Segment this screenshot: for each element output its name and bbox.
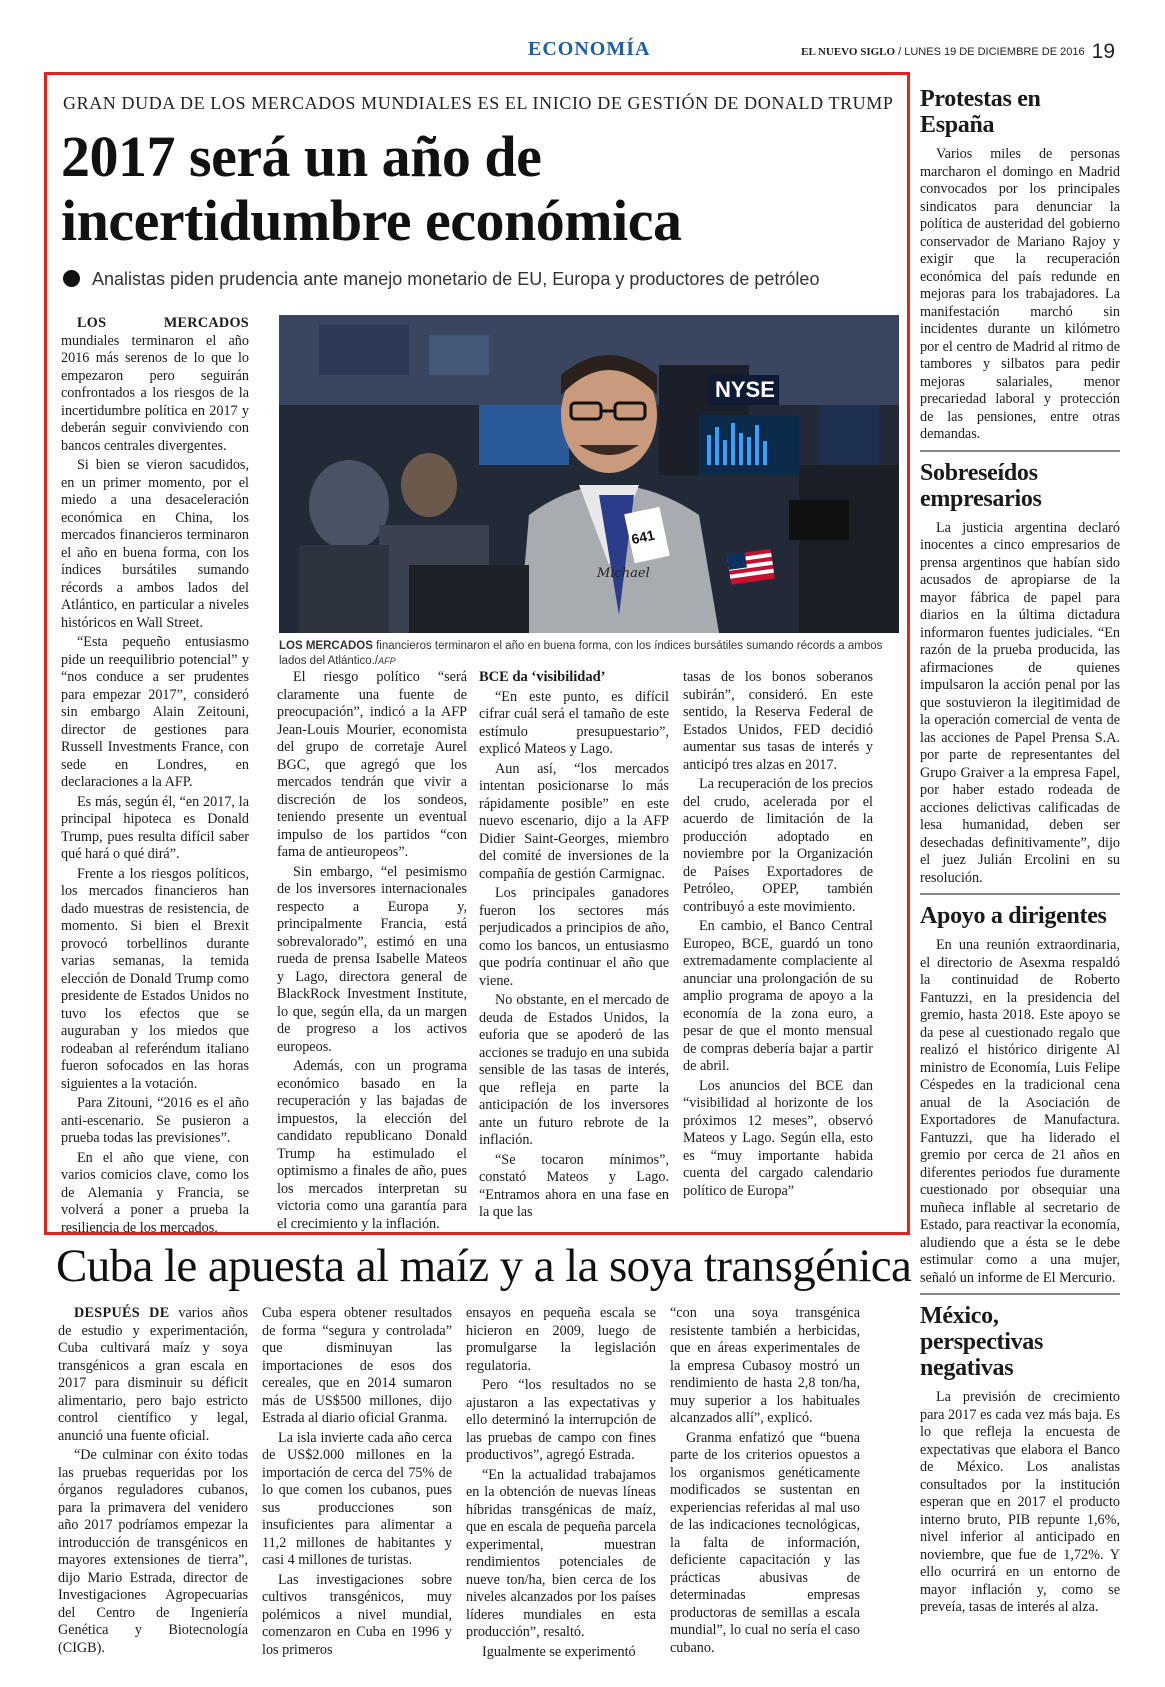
paragraph: Aun así, “los mercados intentan posicionarse lo más rápidamente posible” en este nuevo escenario, dijo a la AFP Didier Saint-Georges, miembro del comité de inversiones de la compañía de gestión Carmignac.: [479, 760, 669, 882]
paragraph: Los anuncios del BCE dan “visibilidad al horizonte de los próximos 12 meses”, observó Mateos y Lago. Según ella, esto es “muy importante habida cuenta del cargado calendario político de Europa”: [683, 1077, 873, 1199]
paragraph: “Se tocaron mínimos”, constató Mateos y Lago. “Entramos ahora en una fase en la que las: [479, 1151, 669, 1220]
paragraph: El riesgo político “será claramente una fuente de preocupación”, indicó a la AFP Jean-Louis Mourier, economista del grupo de corretaje Aurel BGC, que agregó que los mercados tendrán que vivir a discreción de los sondeos, teniendo presente un eventual impulso de los partidos “con fama de antieuropeos”.: [277, 669, 467, 860]
paragraph: Granma enfatizó que “buena parte de los criterios opuestos a los organismos genéticamente modificados se sustentan en experiencias referidas al mal uso de las indicaciones tecnológicas, la falta de información, deficiente capacitación y las prácticas abusivas de determinadas empresas productoras de semillas a escala mundial”, lo cual no sería el caso cubano.: [670, 1429, 860, 1656]
lead-in: LOS MERCADOS: [77, 315, 249, 331]
subhead: [63, 269, 903, 290]
paragraph: “con una soya transgénica resistente también a herbicidas, que en áreas experimentales de la empresa Cubasoy mostró un rendimiento de hasta 2,8 ton/ha, muy superior a los habituales alcanzados allí”, explicó.: [670, 1305, 860, 1426]
nyse-sign: NYSE: [715, 377, 775, 402]
brief-text: La justicia argentina declaró inocentes a cinco empresarios de prensa argentinos que habían sido acusados de apropiarse de la mayor fábrica de papel para diarios en la última dictadura informaron fuentes judiciales. “En razón de la prueba producida, las afirmaciones de quienes impulsaron la acción penal por las que sostuvieron la ilegitimidad de la operación comercial de venta de las acciones de Papel Prensa S.A. por parte de representantes del Grupo Graiver a la empresa Fapel, por haber estado rodeada de acciones delictivas calificadas de lesa humanidad, deben ser desechadas definitivamente”, dijo el juez Julián Ercolini en su resolución.: [920, 519, 1120, 886]
jacket-name: Michael: [597, 566, 650, 581]
headline-line-2: incertidumbre económica: [61, 188, 682, 253]
kicker: GRAN DUDA DE LOS MERCADOS MUNDIALES ES EL INICIO DE GESTIÓN DE DONALD TRUMP: [63, 93, 894, 113]
caption-text: financieros terminaron el año en buena forma, con los índices bursátiles sumando récords a ambos lados del Atlántico./: [279, 640, 883, 667]
brief-title: Sobreseídos empresarios: [920, 459, 1042, 512]
paragraph: La recuperación de los precios del crudo, acelerada por el acuerdo de limitación de la producción adoptado en noviembre por la Organización de Países Exportadores de Petróleo, OPEP, también contribuyó a este movimiento.: [683, 776, 873, 915]
trader-illustration: [279, 315, 899, 633]
paragraph: Pero “los resultados no se ajustaron a las expectativas y ello determinó la interrupción de las pruebas de campo con fines productivos”, agregó Estrada.: [466, 1377, 656, 1463]
paragraph: Es más, según él, “en 2017, la principal hipoteca es Donald Trump, pues resulta difícil saber qué hará o qué dirá”.: [61, 793, 249, 862]
brief: [920, 86, 1120, 452]
second-headline: Cuba le apuesta al maíz y a la soya transgénica: [56, 1240, 912, 1292]
main-col-2: [277, 669, 467, 1235]
photo-caption: [279, 639, 899, 669]
subhead-text: Analistas piden prudencia ante manejo monetario de EU, Europa y productores de petróleo: [92, 269, 820, 289]
brief-title: México, perspectivas negativas: [920, 1303, 1044, 1381]
second-col-2: [262, 1305, 452, 1661]
brief: [920, 460, 1120, 896]
headline-line-1: 2017 será un año de: [61, 124, 542, 189]
main-col-4: [683, 669, 873, 1202]
paragraph: LOS MERCADOS mundiales terminaron el año 2016 más serenos de lo que lo empezaron pero seguirán confrontados a los riesgos de la incertidumbre política en 2017 y deberán seguir conviviendo con bancos centrales divergentes.: [61, 315, 249, 454]
brief-title: Apoyo a dirigentes: [920, 903, 1107, 929]
paragraph: Igualmente se experimentó: [482, 1643, 636, 1660]
paragraph: Los principales ganadores fueron los sectores más perjudicados a principios de año, como los bancos, un entusiasmo que podría continuar el año que viene.: [479, 885, 669, 989]
bullet-icon: [63, 270, 80, 287]
section-subtitle: BCE da ‘visibilidad’: [479, 669, 606, 685]
second-col-4: [670, 1305, 860, 1659]
photo-credit: AFP: [378, 656, 396, 666]
brief-text: Varios miles de personas marcharon el domingo en Madrid convocados por los principales sindicatos para denunciar la política de austeridad del gobierno conservador de Mariano Rajoy y exigir que la recuperación económica del país redunde en mejoras para los trabajadores. La manifestación marchó sin incidentes durante un kilómetro por el centro de Madrid al ritmo de tambores y silbatos para pedir mejoras salariales, menor precariedad laboral y protección de las pensiones, entre otras demandas.: [920, 146, 1120, 442]
paragraph: En el año que viene, con varios comicios clave, como los de Alemania y Francia, se volverá a poner a prueba la resiliencia de los mercados.: [61, 1149, 249, 1236]
brief-text: La previsión de crecimiento para 2017 es cada vez más baja. Es lo que refleja la encuesta de expectativas que elabora el Banco de México. Los analistas consultados por la institución esperan que en 2017 el producto interno bruto, PIB repunte 1,6%, nivel inferior al anticipado en noviembre, que fue de 1,72%. Y ello ocurrirá en un entorno de mayor inflación y, como se preveía, tasas de interés al alza.: [920, 1389, 1120, 1615]
brief: [920, 903, 1120, 1295]
paragraph: Las investigaciones sobre cultivos transgénicos, muy polémicos a nivel mundial, comenzaron en Cuba en 1996 y los primeros: [262, 1571, 452, 1658]
paragraph: No obstante, en el mercado de deuda de Estados Unidos, la euforia que se apoderó de las acciones se tradujo en una subida sensible de las tasas de interés, que refleja en parte la anticipación de los inversores ante un futuro rebrote de la inflación.: [479, 992, 669, 1148]
page-number: 19: [1091, 40, 1115, 63]
lead-in: DESPUÉS DE: [74, 1305, 170, 1321]
brief-title: Protestas en España: [920, 86, 1041, 138]
main-headline: [61, 125, 901, 253]
brief-text: En una reunión extraordinaria, el directorio de Asexma respaldó la continuidad de Roberto Fantuzzi, en la presidencia del gremio, hasta 2018. Este apoyo se da pese al cuestionado regalo que realizó el histórico dirigente Al ministro de Economía, Luis Felipe Céspedes en la tradicional cena anual de la Asociación de Exportadores de Manufactura. Fantuzzi, que ha liderado el gremio por cerca de 21 años en diferentes periodos fue duramente cuestionado por obsequiar una muñeca inflable al secretario de Estado, para reactivar la economía, aludiendo que a ésta se le debe estimular como a una mujer, señaló un informe de El Mercurio.: [920, 937, 1120, 1286]
section-title: ECONOMÍA: [528, 38, 651, 60]
badge-number: 641: [629, 526, 657, 548]
main-story: [44, 72, 910, 1235]
paragraph: Además, con un programa económico basado en la recuperación y las bajadas de impuestos, la elección del candidato republicano Donald Trump ha estimulado el optimismo a finales de año, pues los mercados interpretan su victoria como una garantía para el crecimiento y la inflación.: [277, 1058, 467, 1232]
page-header: [50, 38, 1115, 70]
paragraph: La isla invierte cada año cerca de US$2.000 millones en la importación de cerca del 75% de lo que comen los cubanos, pues sus producciones son insuficientes para alimentar a 11,2 millones de habitantes y casi 4 millones de turistas.: [262, 1429, 452, 1568]
folio: [801, 40, 1115, 64]
paragraph: “En la actualidad trabajamos en la obtención de nuevas líneas híbridas transgénicas de maíz, que en escala de pequeña parcela experimental, muestran rendimientos potenciales de nueve ton/ha, bien cerca de los niveles alcanzados por los países líderes mundiales en esta producción”, resaltó.: [466, 1466, 656, 1640]
paragraph: tasas de los bonos soberanos subirán”, consideró. En este sentido, la Reserva Federal de Estados Unidos, FED decidió aumentar sus tasas de interés y anticipó tres alzas en 2017.: [683, 669, 873, 773]
paragraph: DESPUÉS DE varios años de estudio y experimentación, Cuba cultivará maíz y soya transgénicos a gran escala en 2017 para disminuir su déficit alimentario, pero bajo estricto control científico y legal, anunció una fuente oficial.: [58, 1305, 249, 1444]
paragraph: Si bien se vieron sacudidos, en un primer momento, por el miedo a una desaceleración económica en China, los mercados financieros terminaron el año en buena forma, con los índices bursátiles sumando récords a ambos lados del Atlántico, en particular a niveles históricos en Wall Street.: [61, 457, 249, 631]
paragraph: Cuba espera obtener resultados de forma “segura y controlada” que disminuyan las importaciones de esos dos cereales, que en 2014 sumaron más de US$500 millones, dijo Estrada al diario oficial Granma.: [262, 1305, 452, 1426]
paragraph: ensayos en pequeña escala se hicieron en 2009, luego de promulgarse la legislación regulatoria.: [466, 1305, 656, 1374]
second-col-3: [466, 1305, 656, 1663]
paragraph: Sin embargo, “el pesimismo de los inversores internacionales respecto a Europa y, principalmente Francia, está sobrevalorado”, estimó en una rueda de prensa Isabelle Mateos y Lago, directora general de BlackRock Investment Institute, lo que, según ella, da un margen de progreso a los activos europeos.: [277, 863, 467, 1055]
paragraph: Para Zitouni, “2016 es el año anti-escenario. Se pusieron a prueba todas las previsiones”.: [61, 1095, 249, 1146]
issue-date: / LUNES 19 DE DICIEMBRE DE 2016: [898, 46, 1085, 58]
paragraph: En cambio, el Banco Central Europeo, BCE, guardó un tono extremadamente complaciente al anunciar una prolongación de su amplio programa de apoyo a la economía de la zona euro, a pesar de que el monto mensual de compras debería bajar a partir de abril.: [683, 918, 873, 1074]
brief: [920, 1303, 1120, 1623]
paragraph: “De culminar con éxito todas las pruebas requeridas por los órganos reguladores cubanos, para la primavera del venidero año 2017 podríamos empezar la introducción de transgénicos en mayores extensiones de tierra”, dijo Mario Estrada, director de Investigaciones Agropecuarias del Centro de Ingeniería Genética y Biotecnología (CIGB).: [58, 1447, 248, 1656]
paper-name: EL NUEVO SIGLO: [801, 46, 896, 58]
main-col-3: [479, 669, 669, 1224]
caption-lead: LOS MERCADOS: [279, 640, 373, 652]
paragraph: Frente a los riesgos políticos, los mercados financieros han dado muestras de resistencia, de momento. Si bien el Brexit provocó torbellinos durante varias semanas, la temida elección de Donald Trump como presidente de Estados Unidos no tuvo los efectos que se auguraban y los miedos que rodeaban al referéndum italiano fueron sofocados en las horas siguientes a la votación.: [61, 865, 249, 1092]
paragraph: “En este punto, es difícil cifrar cuál será el tamaño de este estímulo presupuestario”, explicó Mateos y Lago.: [479, 688, 669, 757]
second-col-1: [58, 1305, 248, 1659]
trader-photo: [279, 315, 899, 633]
news-briefs-sidebar: [920, 86, 1120, 1631]
paragraph: “Esta pequeño entusiasmo pide un reequilibrio potencial” y “nos conduce a ser prudentes para empezar 2017”, consideró sin embargo Alain Zeitouni, director de gestiones para Russell Investments France, con sede en Londres, en declaraciones a la AFP.: [61, 634, 249, 790]
main-col-1: [61, 315, 249, 1239]
